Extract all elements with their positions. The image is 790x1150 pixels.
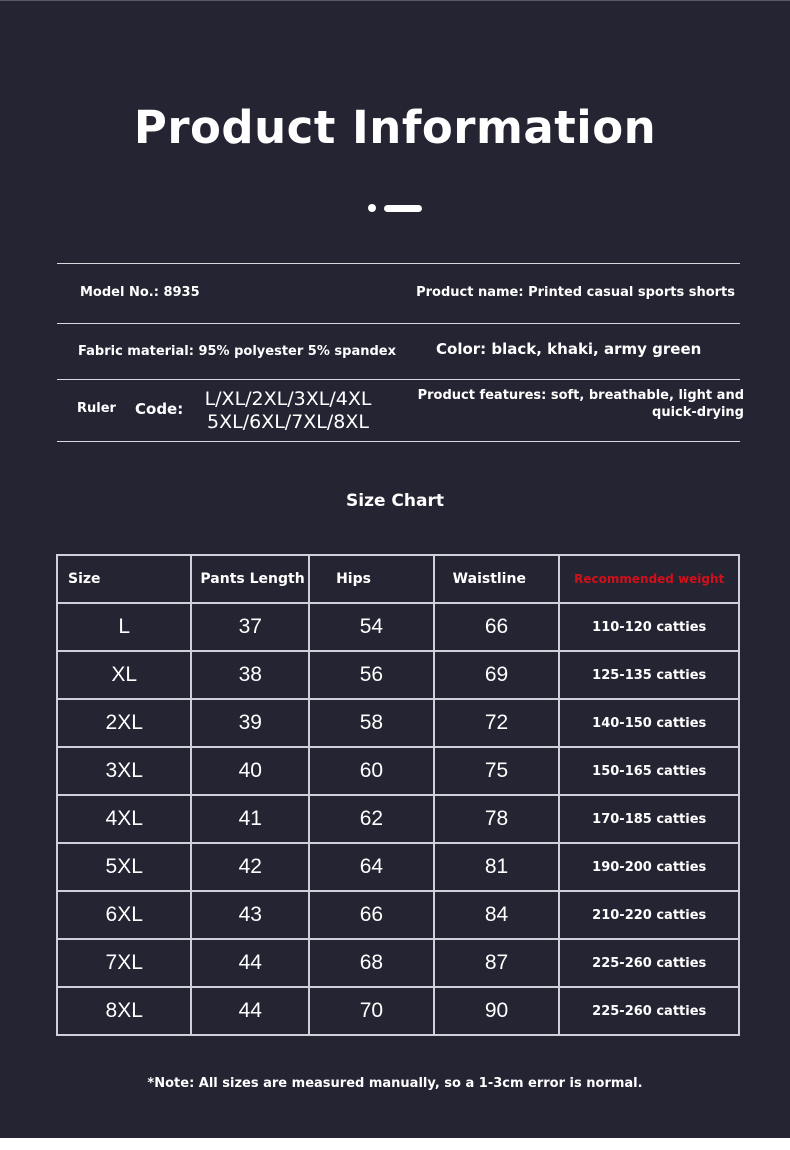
recommended-weight-cell: 150-165 catties [559, 747, 739, 795]
hips-cell: 60 [309, 747, 434, 795]
size-cell: 5XL [57, 843, 191, 891]
column-header-size: Size [57, 555, 191, 603]
divider [57, 323, 740, 324]
hips-cell: 66 [309, 891, 434, 939]
pants-length-cell: 39 [191, 699, 309, 747]
hips-cell: 64 [309, 843, 434, 891]
table-row [57, 795, 739, 843]
recommended-weight-cell: 225-260 catties [559, 987, 739, 1035]
recommended-weight-cell: 125-135 catties [559, 651, 739, 699]
product-name: Product name: Printed casual sports shorts [416, 285, 735, 300]
table-row [57, 891, 739, 939]
size-cell: 2XL [57, 699, 191, 747]
fabric-material: Fabric material: 95% polyester 5% spandex [78, 344, 396, 359]
color-options: Color: black, khaki, army green [436, 340, 702, 358]
hips-cell: 54 [309, 603, 434, 651]
recommended-weight-cell: 110-120 catties [559, 603, 739, 651]
recommended-weight-cell: 225-260 catties [559, 939, 739, 987]
pants-length-cell: 38 [191, 651, 309, 699]
decorative-dash [384, 205, 422, 212]
size-cell: 3XL [57, 747, 191, 795]
product-features [404, 387, 744, 421]
size-cell: 8XL [57, 987, 191, 1035]
pants-length-cell: 42 [191, 843, 309, 891]
size-cell: 6XL [57, 891, 191, 939]
recommended-weight-cell: 170-185 catties [559, 795, 739, 843]
model-number: Model No.: 8935 [80, 285, 200, 300]
waistline-cell: 78 [434, 795, 560, 843]
hips-cell: 56 [309, 651, 434, 699]
waistline-cell: 87 [434, 939, 560, 987]
page-title: Product Information [133, 101, 657, 154]
column-header-recommended-weight: Recommended weight [559, 555, 739, 603]
divider [57, 441, 740, 442]
pants-length-cell: 44 [191, 939, 309, 987]
recommended-weight-cell: 190-200 catties [559, 843, 739, 891]
waistline-cell: 69 [434, 651, 560, 699]
waistline-cell: 81 [434, 843, 560, 891]
divider [57, 263, 740, 264]
pants-length-cell: 44 [191, 987, 309, 1035]
size-cell: XL [57, 651, 191, 699]
size-chart-table [56, 554, 740, 1036]
hips-cell: 68 [309, 939, 434, 987]
table-row [57, 603, 739, 651]
waistline-cell: 72 [434, 699, 560, 747]
size-cell: 7XL [57, 939, 191, 987]
hips-cell: 70 [309, 987, 434, 1035]
recommended-weight-cell: 210-220 catties [559, 891, 739, 939]
size-codes [188, 388, 388, 434]
recommended-weight-cell: 140-150 catties [559, 699, 739, 747]
pants-length-cell: 40 [191, 747, 309, 795]
waistline-cell: 75 [434, 747, 560, 795]
table-row [57, 939, 739, 987]
waistline-cell: 66 [434, 603, 560, 651]
column-header-waistline: Waistline [434, 555, 560, 603]
table-row [57, 651, 739, 699]
size-codes-line-2: 5XL/6XL/7XL/8XL [207, 411, 369, 433]
code-label: Code: [135, 400, 184, 418]
divider [57, 379, 740, 380]
size-cell: 4XL [57, 795, 191, 843]
table-row [57, 987, 739, 1035]
column-header-pants-length: Pants Length [191, 555, 309, 603]
column-header-hips: Hips [309, 555, 434, 603]
pants-length-cell: 37 [191, 603, 309, 651]
product-features-line-2: quick-drying [652, 405, 744, 420]
size-cell: L [57, 603, 191, 651]
pants-length-cell: 41 [191, 795, 309, 843]
product-features-line-1: Product features: soft, breathable, light and [417, 388, 744, 403]
decorative-dot [368, 204, 376, 212]
ruler-label: Ruler [77, 401, 116, 416]
table-row [57, 747, 739, 795]
table-row [57, 699, 739, 747]
hips-cell: 62 [309, 795, 434, 843]
table-row [57, 843, 739, 891]
size-chart-title: Size Chart [346, 491, 444, 511]
pants-length-cell: 43 [191, 891, 309, 939]
measurement-note: *Note: All sizes are measured manually, so a 1-3cm error is normal. [147, 1076, 643, 1091]
waistline-cell: 90 [434, 987, 560, 1035]
hips-cell: 58 [309, 699, 434, 747]
table-header-row [57, 555, 739, 603]
waistline-cell: 84 [434, 891, 560, 939]
size-codes-line-1: L/XL/2XL/3XL/4XL [204, 388, 372, 410]
